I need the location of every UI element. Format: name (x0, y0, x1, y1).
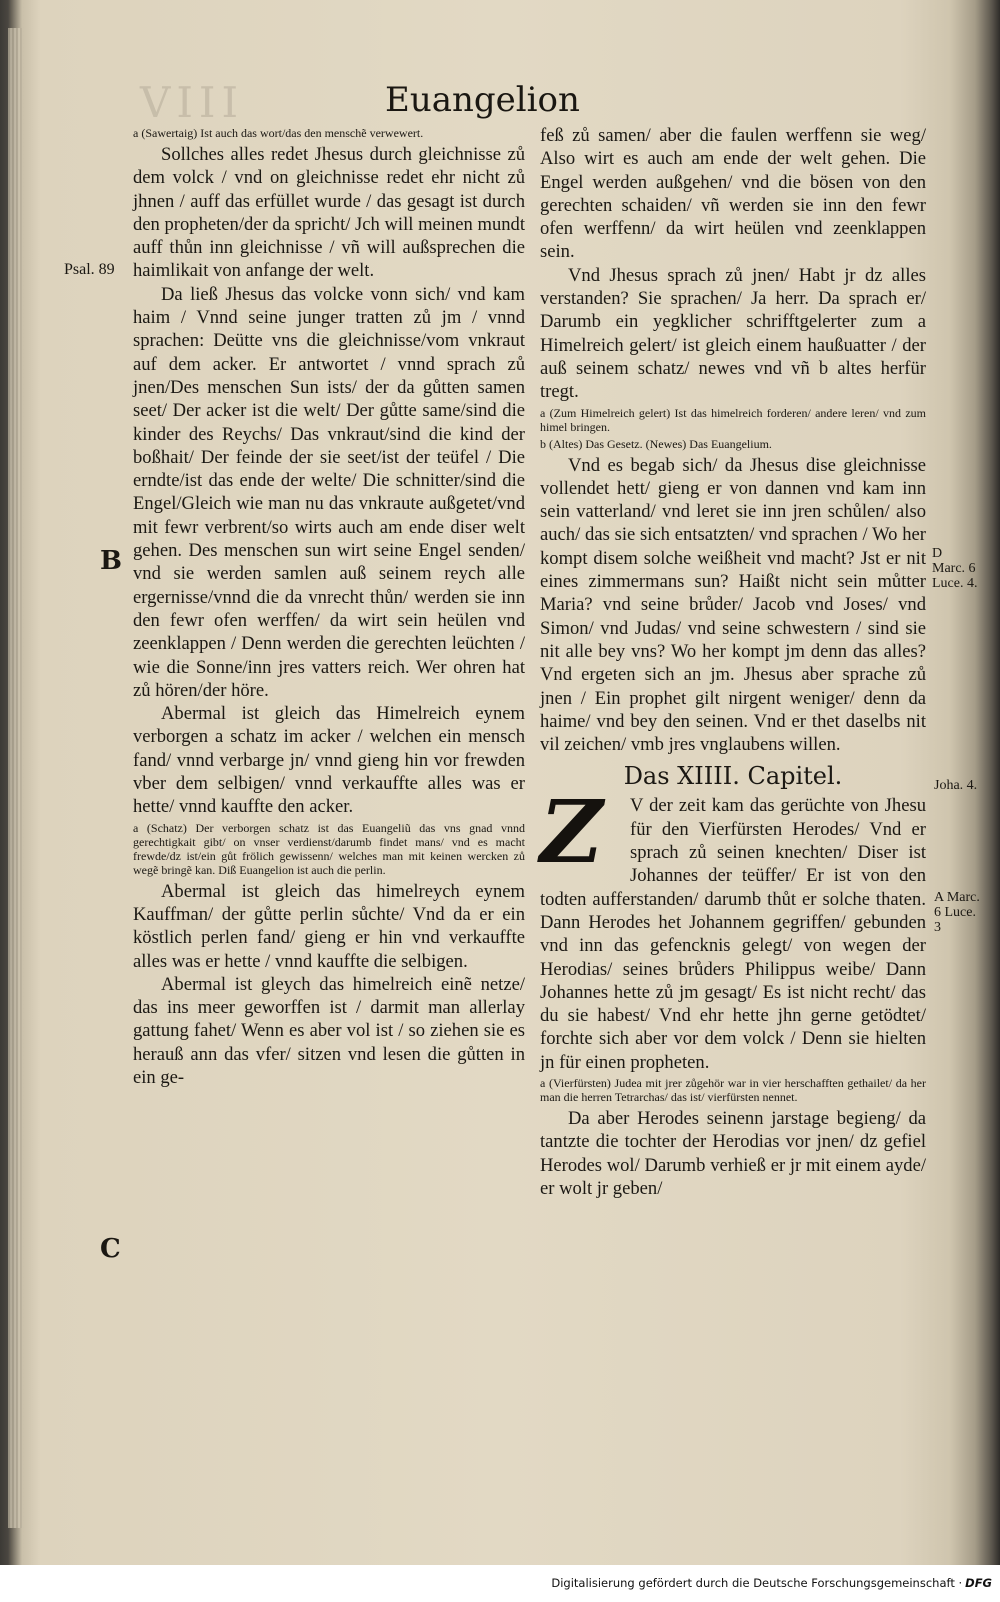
gloss-note: a (Vierfürsten) Judea mit jrer zůgehör war in vier herschafften gethailet/ da her man die herren Tetrarchas/ das ist/ vierfürsten nennet. (540, 1075, 926, 1104)
decorated-initial: Z (540, 782, 603, 884)
page-edge-binding (8, 28, 22, 1528)
gloss-note: a (Schatz) Der verborgen schatz ist das Euangeliũ das vns gnad vnnd gerechtigkait gibt/ on vnser verdienst/darumb findet mans/ vnd es macht frewde/dz ist/ein gůt frölich gewissenn/ welches man mit keinen wercken zů wegẽ bringẽ kan. Diß Euangelion ist auch die perlin. (133, 820, 525, 877)
text-paragraph: feß zů samen/ aber die faulen werffenn sie weg/ Also wirt es auch am ende der welt gehen. Die Engel werden außgehen/ vnd die bösen von den gerechten schaiden/ vñ werden sie inn den fewr ofen werffenn/ da wirt heülen vnd zeenklappen sein. (540, 125, 926, 263)
gloss-note: a (Zum Himelreich gelert) Ist das himelreich forderen/ andere leren/ vnd zum himel bringen. (540, 405, 926, 434)
margin-section-b: B (100, 546, 122, 576)
text-paragraph: Da ließ Jhesus das volcke vonn sich/ vnd kam haim / Vnnd seine junger tratten zů jm / vnnd sprachen: Deütte vns die gleichnisse/vom vnkraut auf dem acker. Er antwortet / vnnd sprach zů jnen/Des menschen Sun ists/ der da gůtten samen seet/ Der acker ist die welt/ Der gůtte same/sind die kinder des Reychs/ Das vnkraut/sind die kind der boßhait/ Der feinde der sie seet/ist der teüfel / Die erndte/ist das ende der welte/ Die schnitter/sind die Engel/Gleich wie man nu das vnkraute außgetet/vnd mit fewr verbrent/so wirts auch am ende diser welt gehen. Des menschen sun wirt seine Engel senden/ vnd sie werden samlen auß seinem reych alle ergernisse/vnnd die da vnrecht thůn/ werden sie inn den fewr ofen werffen/ da wirt sein heülen vnd zeenklappen / Denn werden die gerechten leüchten / wie die Sonne/inn jres vatters reich. Wer ohren hat zů hören/der höre. (133, 283, 525, 701)
chapter-heading: Das XIIII. Capitel. (623, 762, 843, 791)
text-paragraph: Abermal ist gleich das himelreych eynem Kauffman/ der gůtte perlin sůchte/ Vnd da er ein köstlich perlen fand/ gieng er hin vnd verkauffte alles was er hette / vnnd kauffte die selbigen. (133, 880, 525, 972)
text-paragraph: Vnd es begab sich/ da Jhesus dise gleichnisse vollendet hett/ gieng er von dannen vnd kam inn sein vatterland/ vnd leret sie inn jren schůlen/ also auch/ das sie sich entsatzten/ vnd sprachen / Wo her kompt disem solche weißheit vnd macht? Jst er nit eines zimmermans sun? Haißt nicht sein můtter Maria? vnd seine brůder/ Jacob vnd Joses/ vnd Simon/ vnd Judas/ vnd seine schwestern / sind sie nit alle bey vns? Wo her kompt jm denn das alles? Vnd ergeten sich an jm. Jhesus aber sprache zů jnen / Ein prophet gilt nirgent weniger/ denn da haime/ vnd bey den seinen. Vnd er thet daselbs nit vil zeichen/ vmb jres vnglaubens willen. (540, 454, 926, 756)
margin-ref-psalm: Psal. 89 (64, 261, 115, 278)
text-paragraph: Sollches alles redet Jhesus durch gleichnisse zů dem volck / vnd on gleichnisse redet ehr nicht zů jhnen / auff das erfüllet wurde / das gesagt ist durch den propheten/der da spricht/ Jch will meinen mundt auff thůn inn gleichnisse / vñ will außsprechen die haimlikait von anfange der welt. (133, 144, 525, 282)
show-through-heading: VIII (140, 78, 245, 127)
margin-ref-marc-luce: D Marc. 6 Luce. 4. (932, 546, 978, 591)
margin-ref-joha: Joha. 4. (934, 778, 978, 793)
text-paragraph: Abermal ist gleych das himelreich einẽ netze/ das ins meer geworffen ist / darmit man allerlay gattung fahet/ Wenn es aber vol ist / so ziehen sie es herauß ann das vfer/ sitzen vnd lesen die gůtten in ein ge- (133, 973, 525, 1088)
gloss-note: b (Altes) Das Gesetz. (Newes) Das Euangelium. (540, 436, 772, 451)
margin-section-c: C (100, 1234, 121, 1264)
running-head: Euangelion (385, 80, 580, 120)
margin-ref-marc-luce-3: A Marc. 6 Luce. 3 (934, 890, 980, 935)
text-paragraph: Vnd Jhesus sprach zů jnen/ Habt jr dz alles verstanden? Sie sprachen/ Ja herr. Da sprach er/ Darumb ein yegklicher schrifftgelerter zum a Himelreich gelert/ ist gleich einem haußuatter / der auß seinem schatz/ newes vnd vñ b altes herfür tregt. (540, 264, 926, 403)
text-paragraph: Da aber Herodes seinenn jarstage begieng/ da tantzte die tochter der Herodias vor jnen/ dz gefiel Herodes wol/ Darumb verhieß er jr mit einem ayde/ er wolt jr geben/ (540, 1107, 926, 1199)
text-paragraph: V der zeit kam das gerüchte von Jhesu für den Vierfürsten Herodes/ Vnd er sprach zů seinen knechten/ Diser ist Johannes der teüffer/ Er ist von den todten aufferstanden/ darumb thůt er solche thaten. Dann Herodes het Johannem gegriffen/ gebunden vnd inn das gefencknis gelegt/ von wegen der Herodias/ seines brůders Philippus weibe/ Dann Johannes hette zů jm gesagt/ Es ist nicht recht/ das du sie habest/ Vnd ehr hette jhn gerne getödtet/ forchte sich aber vor dem volck / Denn sie hielten jn für einen propheten. (540, 795, 926, 1073)
text-paragraph: Abermal ist gleich das Himelreich eynem verborgen a schatz im acker / welchen ein mensch fand/ vnnd verbarge jn/ vnnd gieng hin vor frewden vber dem selbigen/ vnnd verkauffte alles was er hette/ vnnd kauffte den acker. (133, 703, 525, 818)
right-column (540, 124, 926, 1200)
footer-text: Digitalisierung gefördert durch die Deutsche Forschungsgemeinschaft · (551, 1576, 963, 1590)
dfg-logo: DFG (965, 1576, 992, 1590)
left-column (133, 124, 525, 1089)
gloss-note: a (Sawertaig) Ist auch das wort/das den menschẽ verwewert. (133, 126, 424, 140)
footer-credit (551, 1576, 992, 1590)
